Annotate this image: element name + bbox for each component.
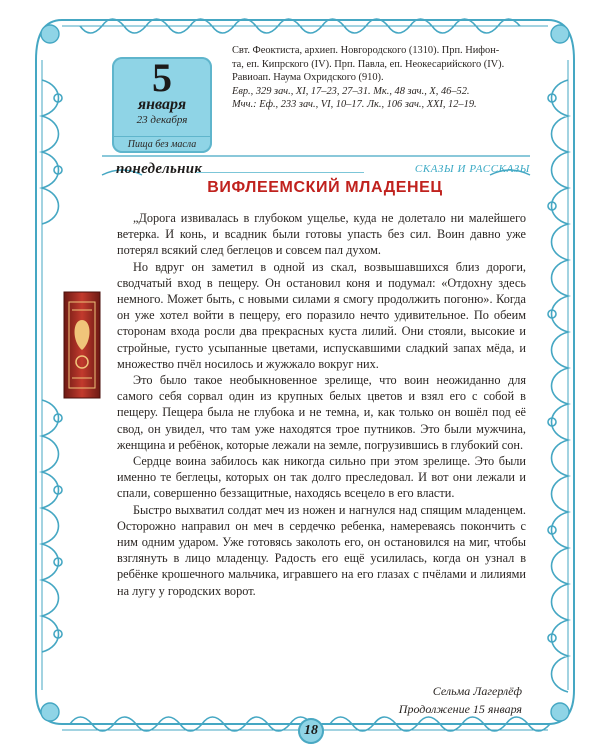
saints-line: Свт. Феоктиста, архиеп. Новгородского (1310). Прп. Нифон- (232, 45, 500, 56)
story-title: ВИФЛЕЕМСКИЙ МЛАДЕНЕЦ (207, 179, 443, 196)
fasting-note: Пища без масла (112, 136, 212, 151)
paragraph: Но вдруг он заметил в одной из скал, возвышавшихся близ дороги, сводчатый вход в пещеру. Он остановил коня и подумал: «Отдохну здесь немного. Может быть, с новыми силами я смогу продолжить погоню». Когда он уже хотел войти в пещеру, его поразило нечто удивительное. По обеим сторонам входа росли два прекрасных куста лилий. Они стояли, высокие и стройные, густо усыпанные цветами, испускавшими сладкий запах мёда, и множество пчёл носилось и жужжало вокруг них. (117, 259, 526, 371)
author: Сельма Лагерлёф (432, 684, 522, 698)
paragraph: Сердце воина забилось как никогда сильно при этом зрелище. Это были именно те беглецы, которых он так долго преследовал. И вот они лежали и спали, совершенно беззащитные, находясь всецело в его власти. (117, 454, 526, 501)
date-old-style: 23 декабря (136, 114, 188, 126)
page-number: 18 (298, 718, 324, 744)
story-body (117, 210, 526, 599)
divider (196, 172, 364, 173)
paragraph: Это было такое необыкновенное зрелище, что воин неожиданно для самого себя сорвал один из крупных белых цветов и взял его с собой в пещеру. Пещера была не глубока и не темна, и, как только он вошёл под её свод, он увидел, что там уже находятся трое путников. Это были мужчина, женщина и ребёнок, которые лежали на земле, погрузившись в глубокий сон. (117, 373, 526, 452)
date-badge (112, 57, 212, 153)
readings-line: Евр., 329 зач., XI, 17–23, 27–31. Мк., 48 зач., X, 46–52. (232, 85, 470, 97)
saints-line: Равиоап. Наума Охридского (910). (232, 72, 384, 84)
saints-of-day (232, 44, 532, 112)
continued-note: Продолжение 15 января (398, 702, 522, 716)
weekday-label: понедельник (116, 161, 203, 177)
paragraph: Быстро выхватил солдат меч из ножен и нагнулся над спящим младенцем. Осторожно направил он меч в сердечко ребенка, намереваясь покончить с ним одним ударом. Уже готовясь заколоть его, он остановился на миг, чтобы взглянуть в лицо младенцу. Радость его ещё усилилась, когда он узнал в ребёнке крошечного мальчика, игравшего на его глазах с пчёлами и лилиями на лугу у городских ворот. (117, 502, 526, 598)
paragraph: „Дорога извивалась в глубоком ущелье, куда не долетало ни малейшего ветерка. И конь, и всадник были готовы упасть без сил. Воин давно уже потерял всякий след беглецов и совсем пал духом. (117, 211, 526, 258)
saints-line: та, еп. Кипрского (IV). Прп. Павла, еп. Неокесарийского (IV). (232, 58, 505, 70)
date-month: января (137, 96, 187, 113)
bookmark-ribbon (64, 292, 100, 398)
section-label: СКАЗЫ И РАССКАЗЫ (414, 163, 530, 175)
date-day: 5 (152, 55, 172, 100)
right-swirls (548, 80, 568, 692)
readings-line: Мчч.: Еф., 233 зач., VI, 10–17. Лк., 106 зач., XXI, 12–19. (232, 99, 477, 111)
left-swirls (42, 80, 62, 652)
